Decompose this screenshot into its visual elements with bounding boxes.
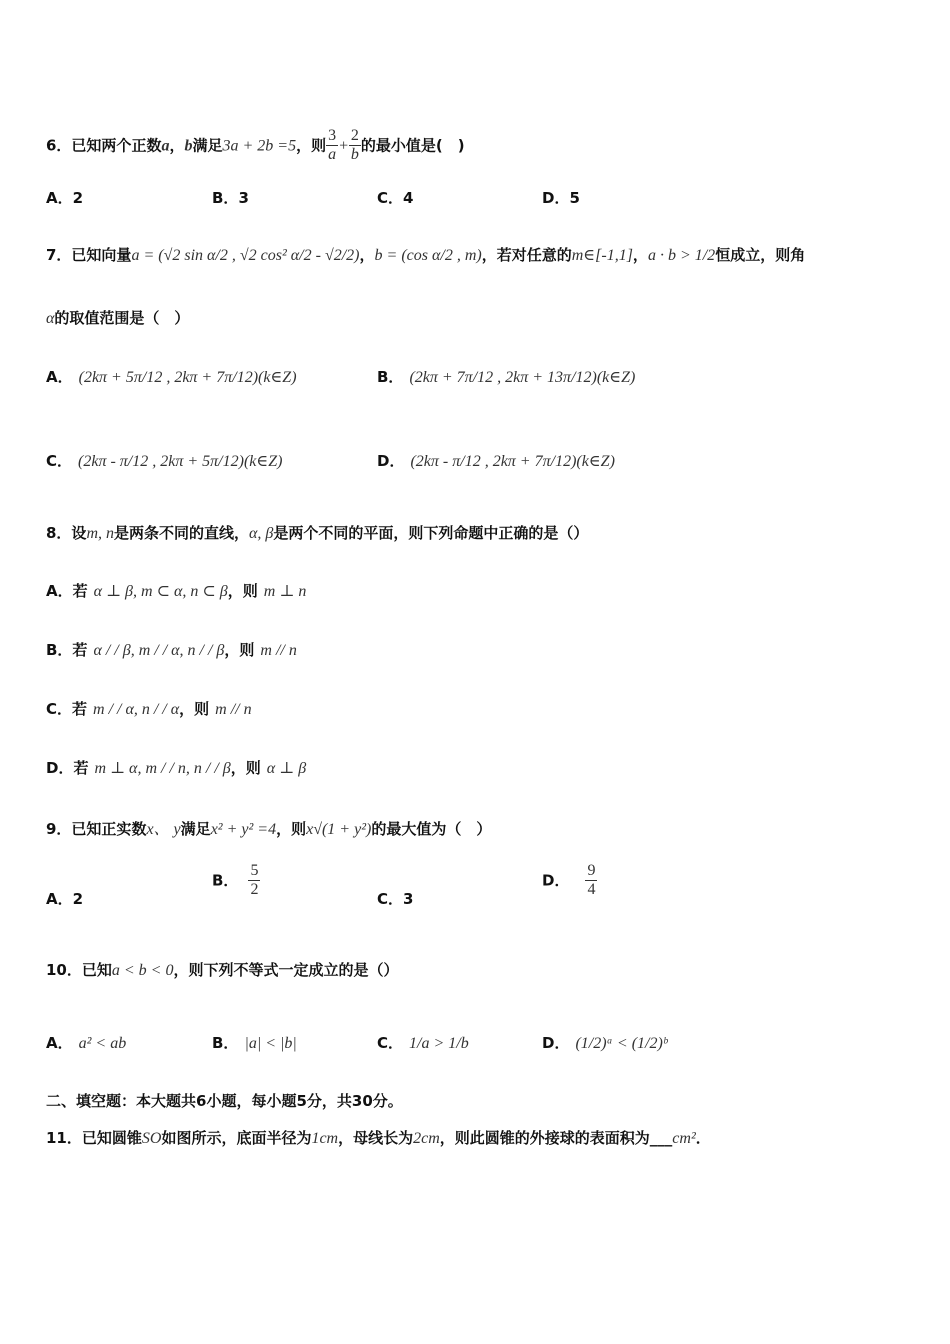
q7-inequality: a · b > 1/2 — [647, 247, 716, 264]
q9-expression: x√(1 + y²) — [306, 821, 372, 838]
q10-condition: a < b < 0 — [111, 962, 174, 979]
q11-cone: SO — [141, 1130, 162, 1147]
question-10 — [46, 959, 398, 980]
q7-option-a: A． (2kπ + 5π/12 , 2kπ + 7π/12)(k∈Z) — [46, 368, 297, 386]
q7-m-range: m∈[-1,1] — [571, 247, 633, 264]
q9-option-c: C．3 — [377, 890, 414, 908]
q6-option-d: D．5 — [542, 189, 580, 207]
q7-suffix: 恒成立，则角 — [715, 246, 806, 264]
q6-plus: + — [338, 137, 349, 155]
q9-condition: x² + y² =4 — [210, 821, 277, 838]
q11-mid3: ，则此圆锥的外接球的表面积为 — [439, 1129, 650, 1147]
q10-option-d: D． (1/2)ᵃ < (1/2)ᵇ — [542, 1034, 668, 1052]
q6-frac-1: $\frac{3}{a}$ — [328, 127, 337, 164]
q11-mid1: 如图所示，底面半径为 — [161, 1129, 312, 1147]
q10-option-c: C． 1/a > 1/b — [377, 1034, 469, 1052]
q7-option-d: D． (2kπ - π/12 , 2kπ + 7π/12)(k∈Z) — [377, 452, 615, 470]
q6-option-a: A．2 — [46, 189, 84, 207]
q11-radius: 1cm — [311, 1130, 339, 1147]
q11-slant: 2cm — [413, 1130, 440, 1147]
q9-then: ，则 — [276, 820, 307, 838]
q6-satisfy: 满足 — [192, 136, 223, 155]
q6-prefix: 6．已知两个正数 — [46, 136, 162, 155]
section-2-title: 二、填空题：本大题共6小题，每小题5分，共30分。 — [46, 1092, 403, 1110]
q8-option-a: A．若 α ⊥ β, m ⊂ α, n ⊂ β，则 m ⊥ n — [46, 582, 307, 600]
q9-suffix: 的最大值为（ ） — [371, 820, 492, 838]
q10-suffix: ，则下列不等式一定成立的是（） — [173, 961, 399, 979]
question-6: 6．已知两个正数a，b满足3a + 2b =5，则 $\frac{3}{a}$ + $\frac{2}{b}$ 的最小值是( ) — [46, 127, 465, 164]
q10-option-a: A． a² < ab — [46, 1034, 127, 1052]
question-8 — [46, 522, 588, 543]
q11-answer-blank[interactable]: ___ — [649, 1129, 673, 1147]
q9-option-b: B． $\frac{5}{2}$ — [212, 862, 259, 899]
q7-option-b: B． (2kπ + 7π/12 , 2kπ + 13π/12)(k∈Z) — [377, 368, 636, 386]
q8-lines: m, n — [86, 525, 114, 542]
q6-frac-2: $\frac{2}{b}$ — [350, 127, 359, 164]
q7-line2-text: 的取值范围是（ ） — [54, 309, 190, 327]
q8-planes: α, β — [249, 525, 274, 542]
q11-prefix: 11．已知圆锥 — [46, 1129, 142, 1147]
q6-then: ，则 — [296, 136, 327, 155]
q9-vars: x、 y — [146, 821, 181, 838]
q7-option-c: C． (2kπ - π/12 , 2kπ + 5π/12)(k∈Z) — [46, 452, 283, 470]
q8-option-b: B．若 α / / β, m / / α, n / / β，则 m // n — [46, 641, 297, 659]
q6-condition: 3a + 2b =5 — [222, 137, 297, 155]
question-7-line-2 — [46, 307, 189, 328]
q9-prefix: 9．已知正实数 — [46, 820, 147, 838]
q11-mid2: ，母线长为 — [338, 1129, 414, 1147]
q9-option-d: D． $\frac{9}{4}$ — [542, 862, 596, 899]
question-9 — [46, 816, 491, 839]
q8-mid1: 是两条不同的直线， — [114, 524, 250, 542]
q10-option-b: B． |a| < |b| — [212, 1034, 297, 1052]
q7-any: ，若对任意的 — [481, 246, 572, 264]
q9-satisfy: 满足 — [180, 820, 211, 838]
question-7: 7．已知向量a = (√2 sin α/2 , √2 cos² α/2 - √2/2)，b = (cos α/2 , m)，若对任意的m∈[-1,1]，a · b > 1/2恒成立，则角 — [46, 246, 806, 264]
q7-alpha: α — [46, 310, 55, 327]
question-11: 11．已知圆锥SO如图所示，底面半径为1cm，母线长为2cm，则此圆锥的外接球的表面积为___cm²． — [46, 1129, 711, 1147]
q6-option-c: C．4 — [377, 189, 414, 207]
q6-suffix: 的最小值是( ) — [360, 136, 465, 155]
q7-vector-a: a = (√2 sin α/2 , √2 cos² α/2 - √2/2) — [131, 247, 360, 264]
q10-prefix: 10．已知 — [46, 961, 112, 979]
q6-var-a: a — [161, 137, 170, 155]
q8-prefix: 8．设 — [46, 524, 87, 542]
q9-option-a: A．2 — [46, 890, 84, 908]
q8-option-d: D．若 m ⊥ α, m / / n, n / / β，则 α ⊥ β — [46, 759, 307, 777]
q8-option-c: C．若 m / / α, n / / α，则 m // n — [46, 700, 252, 718]
q11-unit: cm² — [672, 1130, 696, 1147]
q7-prefix: 7．已知向量 — [46, 246, 132, 264]
q8-mid2: 是两个不同的平面，则下列命题中正确的是（） — [273, 524, 589, 542]
q7-vector-b: b = (cos α/2 , m) — [374, 247, 482, 264]
q6-var-b: b — [184, 137, 193, 155]
q6-option-b: B．3 — [212, 189, 249, 207]
